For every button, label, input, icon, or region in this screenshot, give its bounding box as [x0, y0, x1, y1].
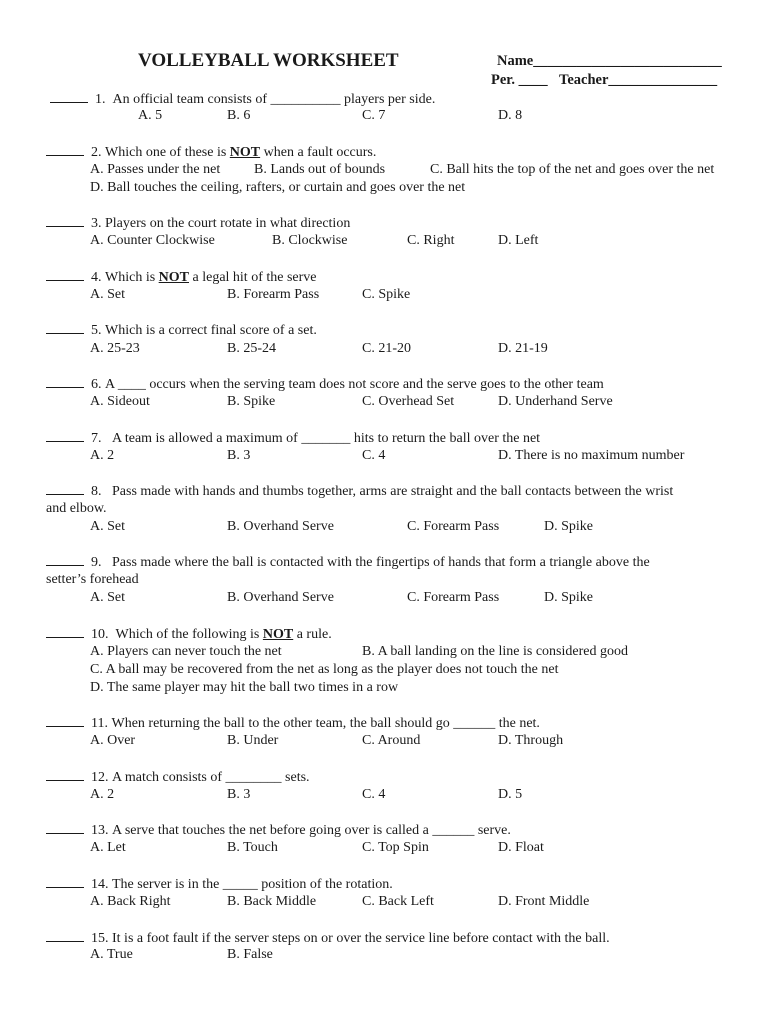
question-text: A team is allowed a maximum of _______ hits to return the ball over the net: [112, 431, 541, 446]
name-field-label: Name__________________________: [497, 53, 722, 69]
option-d: D. Spike: [544, 590, 593, 605]
question-number: 13.: [91, 823, 109, 838]
option-c: C. 21-20: [362, 341, 411, 356]
option-a: A. Sideout: [90, 394, 150, 409]
option-c: C. Overhead Set: [362, 394, 455, 409]
question-text-post: when a fault occurs.: [260, 145, 377, 160]
question-6: [46, 375, 604, 393]
question-text-pre: Which of the following is: [115, 627, 263, 642]
question-4: [46, 268, 317, 286]
worksheet-title: VOLLEYBALL WORKSHEET: [138, 50, 399, 71]
question-number: 15.: [91, 931, 109, 946]
answer-blank: [46, 714, 84, 727]
option-b: B. Touch: [227, 840, 278, 855]
answer-blank: [46, 929, 84, 942]
question-12: [46, 768, 310, 786]
answer-blank: [46, 375, 84, 388]
answer-blank: [46, 268, 84, 281]
option-b: B. Under: [227, 733, 279, 748]
question-3: [46, 214, 350, 232]
option-a: A. Counter Clockwise: [90, 233, 215, 248]
answer-blank: [46, 553, 84, 566]
question-number: 9.: [91, 555, 102, 570]
option-c: C. Spike: [362, 287, 411, 302]
option-b: B. 6: [227, 108, 251, 123]
question-number: 6.: [91, 377, 102, 392]
answer-blank: [46, 875, 84, 888]
question-8: [46, 482, 673, 500]
question-number: 4.: [91, 270, 102, 285]
option-c: C. Top Spin: [362, 840, 429, 855]
question-text: A serve that touches the net before going over is called a ______ serve.: [112, 823, 511, 838]
option-a: A. Players can never touch the net: [90, 644, 282, 659]
question-number: 7.: [91, 431, 102, 446]
option-c: C. Around: [362, 733, 421, 748]
question-5: [46, 321, 317, 339]
question-number: 10.: [91, 627, 109, 642]
question-text: Which is a correct final score of a set.: [105, 323, 317, 338]
question-text: A ____ occurs when the serving team does not score and the serve goes to the other team: [105, 377, 604, 392]
option-a: A. 2: [90, 787, 115, 802]
option-b: B. Forearm Pass: [227, 287, 320, 302]
option-b: B. Overhand Serve: [227, 519, 334, 534]
option-b: B. A ball landing on the line is considered good: [362, 644, 628, 659]
option-d: D. Front Middle: [498, 894, 590, 909]
answer-blank: [46, 625, 84, 638]
emphasis-not: NOT: [158, 270, 189, 285]
question-2: [46, 143, 376, 161]
question-7: [46, 429, 540, 447]
option-c: C. A ball may be recovered from the net as long as the player does not touch the net: [90, 662, 559, 677]
question-number: 1.: [95, 92, 106, 107]
option-d: D. 8: [498, 108, 523, 123]
option-d: D. Spike: [544, 519, 593, 534]
option-d: D. The same player may hit the ball two times in a row: [90, 680, 399, 695]
answer-blank: [50, 90, 88, 103]
option-b: B. Spike: [227, 394, 276, 409]
option-a: A. 5: [138, 108, 163, 123]
option-b: B. 25-24: [227, 341, 276, 356]
option-d: D. There is no maximum number: [498, 448, 685, 463]
option-c: C. 4: [362, 787, 386, 802]
option-c: C. Forearm Pass: [407, 590, 500, 605]
option-b: B. 3: [227, 787, 251, 802]
option-b: B. Lands out of bounds: [254, 162, 386, 177]
answer-blank: [46, 768, 84, 781]
question-text: Players on the court rotate in what direction: [105, 216, 351, 231]
question-text-pre: Which is: [105, 270, 159, 285]
emphasis-not: NOT: [262, 627, 294, 642]
question-number: 12.: [91, 770, 109, 785]
option-a: A. 2: [90, 448, 115, 463]
period-field-label: Per. ____: [491, 72, 548, 88]
option-d: D. Float: [498, 840, 544, 855]
answer-blank: [46, 143, 84, 156]
question-13: [46, 821, 511, 839]
option-d: D. Underhand Serve: [498, 394, 613, 409]
option-d: D. 21-19: [498, 341, 548, 356]
option-a: A. Back Right: [90, 894, 171, 909]
emphasis-not: NOT: [229, 145, 261, 160]
teacher-field-label: Teacher_______________: [559, 72, 718, 88]
question-14: [46, 875, 393, 893]
question-text: The server is in the _____ position of the rotation.: [112, 877, 393, 892]
option-b: B. 3: [227, 448, 251, 463]
option-c: C. 4: [362, 448, 386, 463]
question-9: [46, 553, 650, 571]
option-b: B. Clockwise: [272, 233, 348, 248]
option-c: C. Ball hits the top of the net and goes over the net: [430, 162, 715, 177]
answer-blank: [46, 321, 84, 334]
option-c: C. Right: [407, 233, 455, 248]
option-d: D. 5: [498, 787, 523, 802]
question-11: [46, 714, 540, 732]
question-text: Pass made with hands and thumbs together, arms are straight and the ball contacts between the wrist: [112, 484, 674, 499]
question-number: 5.: [91, 323, 102, 338]
option-a: A. Passes under the net: [90, 162, 221, 177]
option-b: B. Overhand Serve: [227, 590, 334, 605]
option-c: C. Back Left: [362, 894, 434, 909]
question-text-continued: and elbow.: [46, 501, 107, 516]
question-number: 3.: [91, 216, 102, 231]
question-text-post: a legal hit of the serve: [189, 270, 317, 285]
question-text: When returning the ball to the other team, the ball should go ______ the net.: [111, 716, 540, 731]
question-text: It is a foot fault if the server steps on or over the service line before contact with the ball.: [112, 931, 610, 946]
option-c: C. 7: [362, 108, 386, 123]
question-text: Pass made where the ball is contacted with the fingertips of hands that form a triangle above the: [112, 555, 650, 570]
option-a: A. Set: [90, 287, 125, 302]
question-10: [46, 625, 332, 643]
question-15: [46, 929, 610, 947]
question-number: 2.: [91, 145, 102, 160]
option-d: D. Left: [498, 233, 539, 248]
option-d: D. Ball touches the ceiling, rafters, or curtain and goes over the net: [90, 180, 466, 195]
option-a: A. Set: [90, 590, 125, 605]
answer-blank: [46, 482, 84, 495]
option-b: B. Back Middle: [227, 894, 317, 909]
question-number: 11.: [91, 716, 108, 731]
question-1: [50, 90, 435, 108]
question-text: An official team consists of __________ players per side.: [112, 92, 436, 107]
question-text: A match consists of ________ sets.: [112, 770, 310, 785]
option-a: A. Set: [90, 519, 125, 534]
question-number: 14.: [91, 877, 109, 892]
option-c: C. Forearm Pass: [407, 519, 500, 534]
option-a: A. 25-23: [90, 341, 140, 356]
option-d: D. Through: [498, 733, 564, 748]
answer-blank: [46, 429, 84, 442]
option-a: A. True: [90, 947, 133, 962]
answer-blank: [46, 214, 84, 227]
option-b: B. False: [227, 947, 273, 962]
question-text-continued: setter’s forehead: [46, 572, 139, 587]
option-a: A. Let: [90, 840, 126, 855]
question-number: 8.: [91, 484, 102, 499]
option-a: A. Over: [90, 733, 136, 748]
question-text-pre: Which one of these is: [105, 145, 230, 160]
answer-blank: [46, 821, 84, 834]
question-text-post: a rule.: [293, 627, 332, 642]
